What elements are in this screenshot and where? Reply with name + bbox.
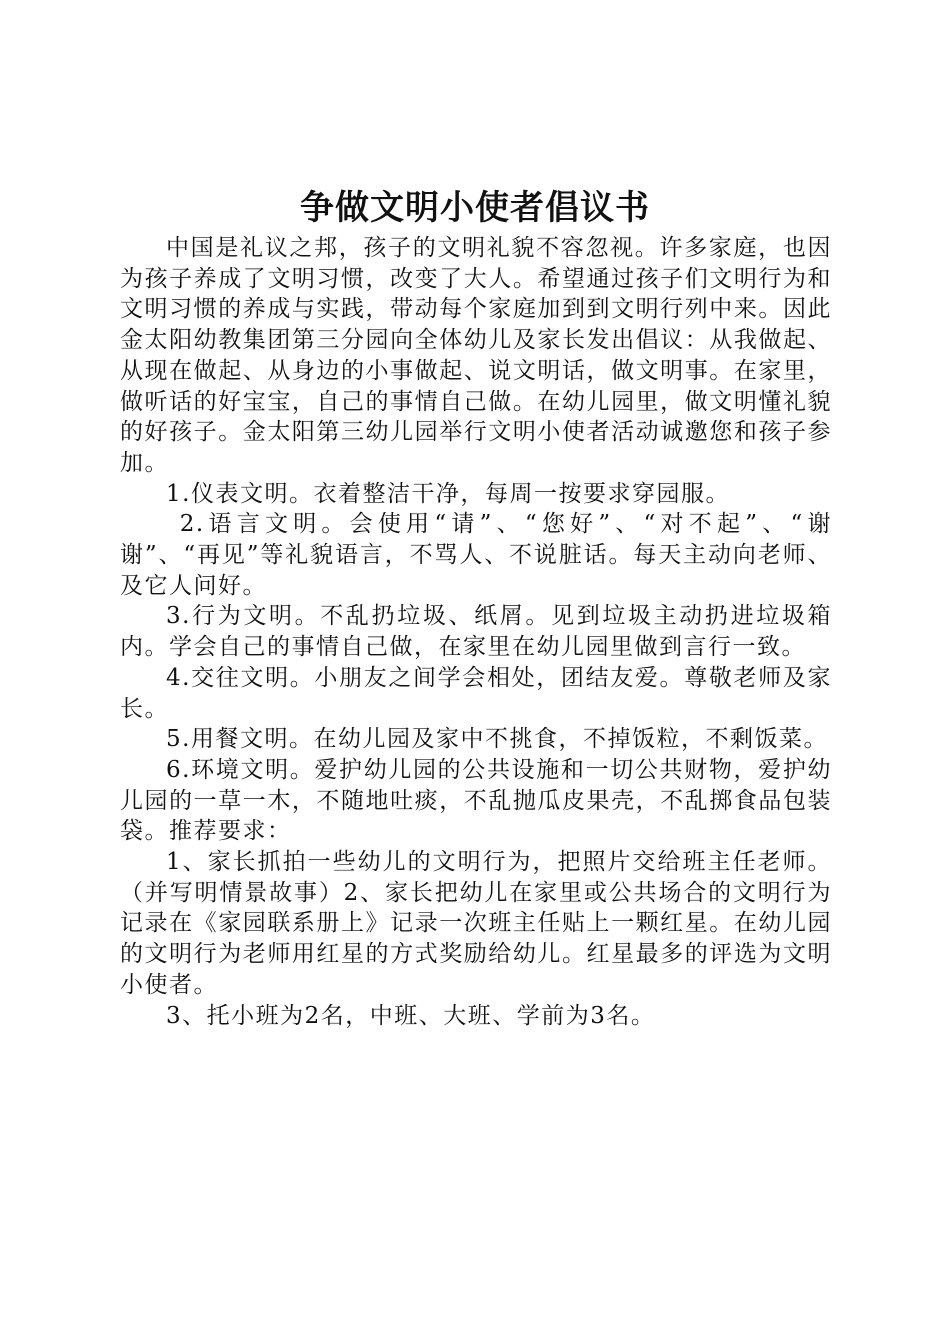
document-body [120, 233, 832, 1031]
item-appearance-paragraph: 1.仪表文明。衣着整洁干净，每周一按要求穿园服。 [166, 480, 730, 507]
intro-paragraph: 中国是礼议之邦，孩子的文明礼貌不容忽视。许多家庭，也因为孩子养成了文明习惯，改变了大人。希望通过孩子们文明行为和文明习惯的养成与实践，带动每个家庭加到到文明行列中来。因此金太阳幼教集团第三分园向全体幼儿及家长发出倡议：从我做起、从现在做起、从身边的小事做起、说文明话，做文明事。在家里，做听话的好宝宝，自己的事情自己做。在幼儿园里，做文明懂礼貌的好孩子。金太阳第三幼儿园举行文明小使者活动诚邀您和孩子参加。 [120, 235, 832, 476]
requirement-3-paragraph: 3、托小班为2名，中班、大班、学前为3名。 [166, 1002, 656, 1029]
item-language-paragraph: 2.语言文明。会使用“请”、“您好”、“对不起”、“谢谢”、“再见”等礼貌语言，不骂人、不说脏话。每天主动向老师、及它人问好。 [120, 511, 832, 599]
item-environment-paragraph: 6.环境文明。爱护幼儿园的公共设施和一切公共财物，爱护幼儿园的一草一木，不随地吐痰，不乱抛瓜皮果壳，不乱掷食品包装袋。推荐要求： [120, 756, 832, 845]
item-behavior-paragraph: 3.行为文明。不乱扔垃圾、纸屑。见到垃圾主动扔进垃圾箱内。学会自己的事情自己做，在家里在幼儿园里做到言行一致。 [120, 603, 832, 661]
document-title: 争做文明小使者倡议书 [300, 188, 650, 228]
item-interaction-paragraph: 4.交往文明。小朋友之间学会相处，团结友爱。尊敬老师及家长。 [120, 664, 832, 722]
item-dining-paragraph: 5.用餐文明。在幼儿园及家中不挑食，不掉饭粒，不剩饭菜。 [166, 726, 828, 753]
requirement-1-paragraph: 1、家长抓拍一些幼儿的文明行为，把照片交给班主任老师。（并写明情景故事）2、家长把幼儿在家里或公共场合的文明行为记录在《家园联系册上》记录一次班主任贴上一颗红星。在幼儿园的文明行为老师用红星的方式奖励给幼儿。红星最多的评选为文明小使者。 [120, 849, 832, 998]
